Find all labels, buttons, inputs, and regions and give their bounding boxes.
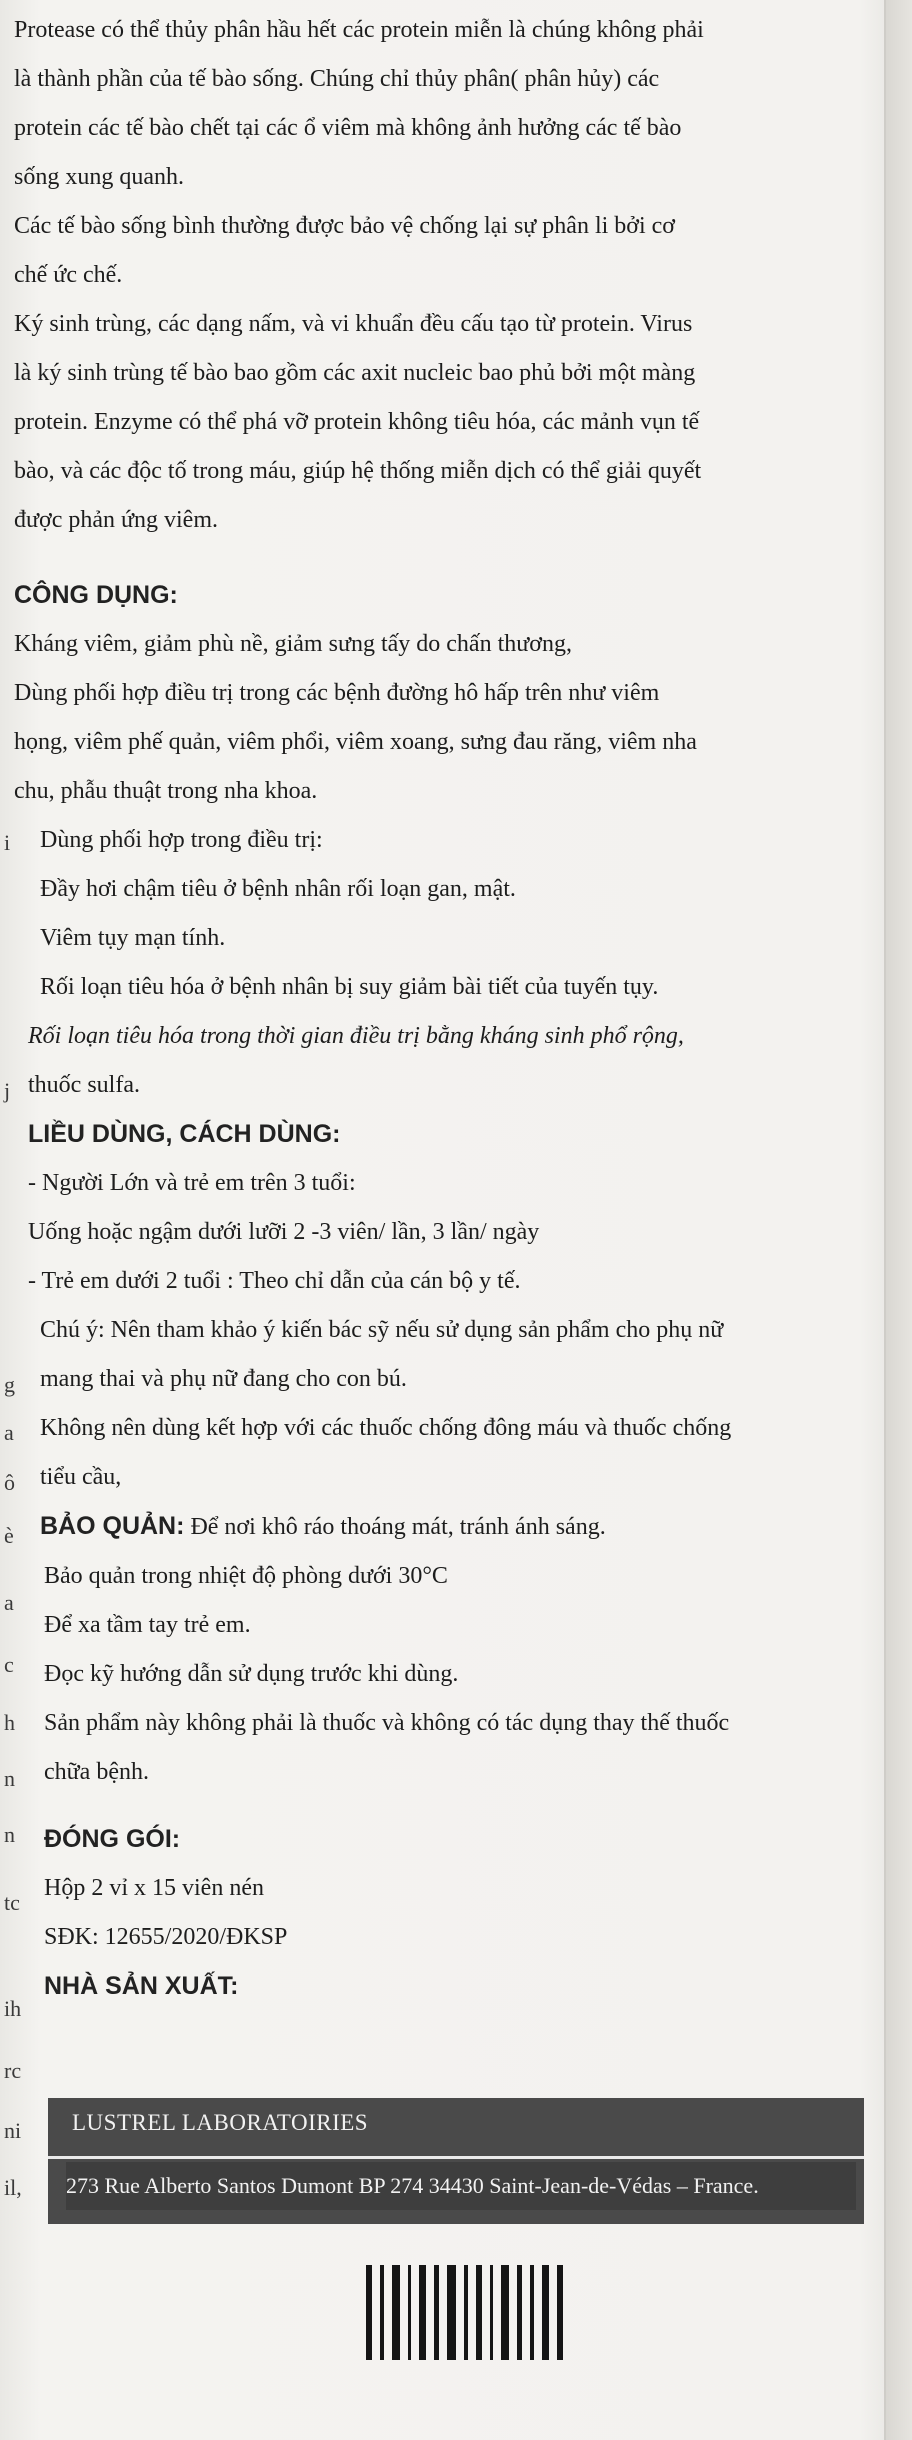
manufacturer-name: LUSTREL LABORATOIRIES [72, 2110, 369, 2135]
uses-line: Dùng phối hợp trong điều trị: [40, 827, 323, 853]
margin-letter: il, [4, 2175, 22, 2200]
packing-heading: ĐÓNG GÓI: [44, 1825, 181, 1853]
storage-heading-line [14, 1502, 874, 1552]
margin-letter: j [4, 1078, 11, 1103]
margin-letter: n [4, 1822, 15, 1847]
intro-line: được phản ứng viêm. [14, 507, 218, 533]
storage-line: Sản phẩm này không phải là thuốc và không có tác dụng thay thế thuốc [44, 1710, 730, 1736]
margin-letter: ô [4, 1470, 15, 1495]
uses-line: thuốc sulfa. [28, 1072, 140, 1098]
dosage-line: Chú ý: Nên tham khảo ý kiến bác sỹ nếu sử dụng sản phẩm cho phụ nữ [40, 1317, 724, 1343]
storage-heading-rest: Để nơi khô ráo thoáng mát, tránh ánh sáng. [184, 1514, 606, 1540]
dosage-line: - Người Lớn và trẻ em trên 3 tuổi: [28, 1170, 356, 1196]
storage-line: Đọc kỹ hướng dẫn sử dụng trước khi dùng. [44, 1661, 459, 1687]
dosage-section [14, 1110, 874, 1502]
uses-line: chu, phẫu thuật trong nha khoa. [14, 778, 318, 804]
margin-letter: ni [4, 2118, 22, 2143]
intro-line: Các tế bào sống bình thường được bảo vệ chống lại sự phân li bởi cơ [14, 213, 675, 239]
uses-line-italic: Rối loạn tiêu hóa trong thời gian điều trị bằng kháng sinh phổ rộng, [28, 1023, 684, 1049]
uses-line: Dùng phối hợp điều trị trong các bệnh đường hô hấp trên như viêm [14, 680, 660, 706]
dosage-line: tiểu cầu, [40, 1464, 122, 1490]
margin-letter: a [4, 1590, 14, 1615]
margin-letter: tc [4, 1890, 20, 1915]
packing-line: SĐK: 12655/2020/ĐKSP [44, 1924, 288, 1950]
intro-line: protein. Enzyme có thể phá vỡ protein không tiêu hóa, các mảnh vụn tế [14, 409, 700, 435]
uses-heading: CÔNG DỤNG: [14, 581, 178, 609]
intro-line: chế ức chế. [14, 262, 123, 288]
intro-line: sống xung quanh. [14, 164, 184, 190]
uses-line: Rối loạn tiêu hóa ở bệnh nhân bị suy giảm bài tiết của tuyến tụy. [40, 974, 659, 1000]
margin-letter: c [4, 1652, 14, 1677]
folded-edge [886, 0, 912, 2440]
manufacturer-banner [48, 2098, 864, 2224]
margin-letter: i [4, 830, 11, 855]
margin-letter: g [4, 1372, 15, 1397]
intro-line: là thành phần của tế bào sống. Chúng chỉ thủy phân( phân hủy) các [14, 66, 660, 92]
manufacturer-heading: NHÀ SẢN XUẤT: [44, 1972, 239, 2000]
manufacturer-address: 273 Rue Alberto Santos Dumont BP 274 34430 Saint-Jean-de-Védas – France. [66, 2162, 856, 2210]
uses-line: Viêm tụy mạn tính. [40, 925, 226, 951]
uses-line: Kháng viêm, giảm phù nề, giảm sưng tấy do chấn thương, [14, 631, 572, 657]
barcode [366, 2265, 566, 2360]
leaflet-text [14, 6, 874, 2011]
dosage-line: Uống hoặc ngậm dưới lưỡi 2 -3 viên/ lần, 3 lần/ ngày [28, 1219, 540, 1245]
storage-heading: BẢO QUẢN: [40, 1512, 185, 1540]
uses-section [14, 571, 874, 1110]
margin-letter: n [4, 1766, 15, 1791]
banner-divider [48, 2156, 864, 2159]
margin-letter: ih [4, 1996, 22, 2021]
mechanism-section [14, 6, 874, 545]
margin-letter: h [4, 1710, 15, 1735]
storage-line: Bảo quản trong nhiệt độ phòng dưới 30°C [44, 1563, 448, 1589]
intro-line: Protease có thể thủy phân hầu hết các protein miễn là chúng không phải [14, 17, 704, 43]
uses-line: họng, viêm phế quản, viêm phổi, viêm xoang, sưng đau răng, viêm nha [14, 729, 697, 755]
storage-section [14, 1502, 874, 1797]
dosage-line: - Trẻ em dưới 2 tuổi : Theo chỉ dẫn của cán bộ y tế. [28, 1268, 521, 1294]
uses-line: Đầy hơi chậm tiêu ở bệnh nhân rối loạn gan, mật. [40, 876, 516, 902]
margin-letter: a [4, 1420, 14, 1445]
margin-letter: rc [4, 2058, 22, 2083]
intro-line: protein các tế bào chết tại các ổ viêm mà không ảnh hưởng các tế bào [14, 115, 682, 141]
storage-line: Để xa tầm tay trẻ em. [44, 1612, 251, 1638]
packing-section [14, 1815, 874, 2011]
packing-line: Hộp 2 vỉ x 15 viên nén [44, 1875, 264, 1901]
dosage-line: mang thai và phụ nữ đang cho con bú. [40, 1366, 407, 1392]
margin-letter: è [4, 1523, 14, 1548]
intro-line: Ký sinh trùng, các dạng nấm, và vi khuẩn đều cấu tạo từ protein. Virus [14, 311, 693, 337]
dosage-line: Không nên dùng kết hợp với các thuốc chống đông máu và thuốc chống [40, 1415, 732, 1441]
intro-line: bào, và các độc tố trong máu, giúp hệ thống miễn dịch có thể giải quyết [14, 458, 702, 484]
intro-line: là ký sinh trùng tế bào bao gồm các axit nucleic bao phủ bởi một màng [14, 360, 696, 386]
storage-line: chữa bệnh. [44, 1759, 149, 1785]
dosage-heading: LIỀU DÙNG, CÁCH DÙNG: [28, 1120, 341, 1148]
